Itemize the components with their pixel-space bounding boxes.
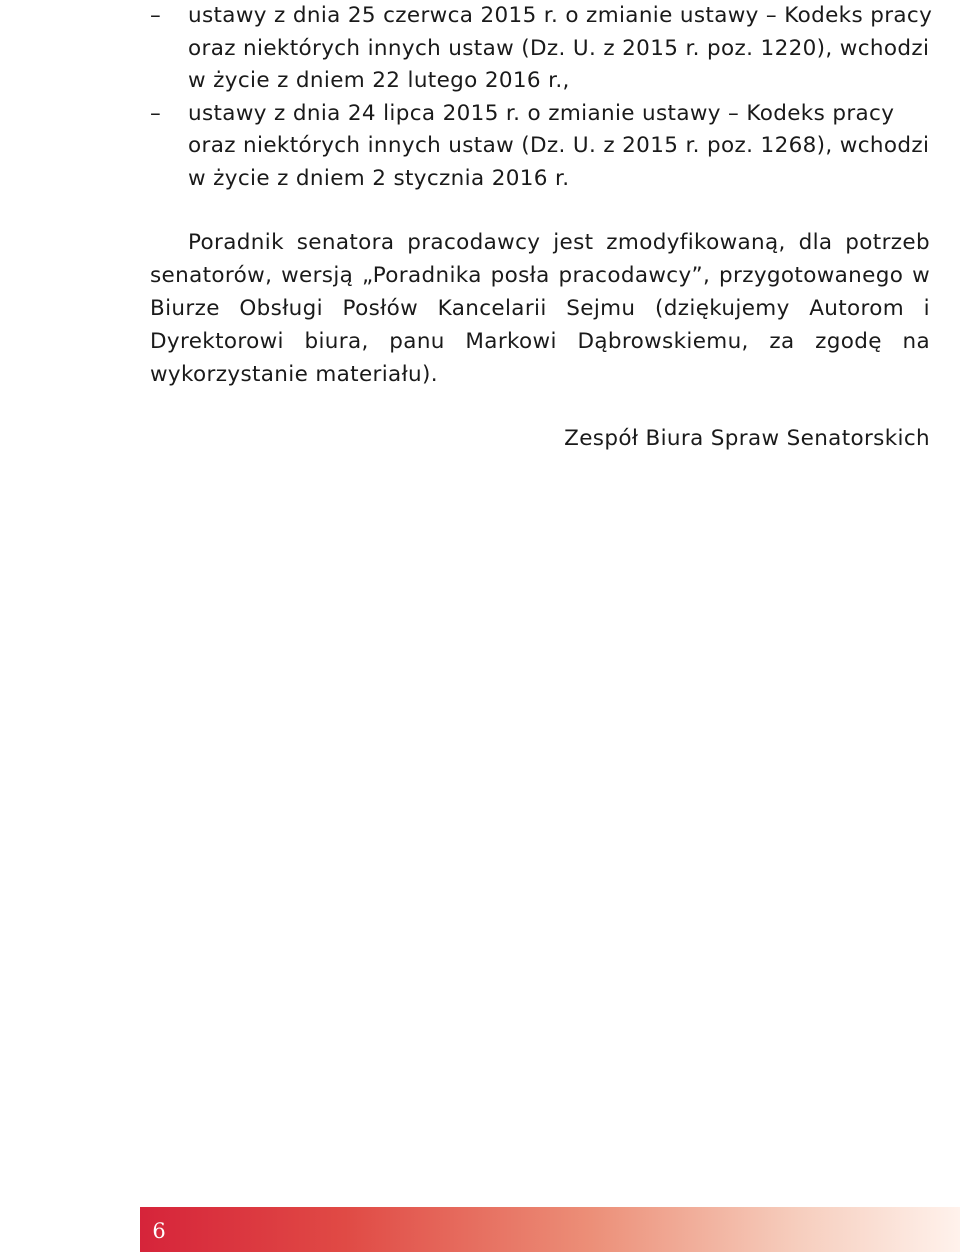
legislation-list <box>150 0 940 195</box>
list-item-text: ustawy z dnia 24 lipca 2015 r. o zmianie ustawy – Kodeks pracy oraz niektórych innych ustaw (Dz. U. z 2015 r. poz. 1268), wchodzi w życie z dniem 2 stycznia 2016 r. <box>188 100 930 191</box>
body-paragraph: Poradnik senatora pracodawcy jest zmodyfikowaną, dla potrzeb senatorów, wersją „Poradnika posła pracodawcy”, przygotowanego w Biurze Obsługi Posłów Kancelarii Sejmu (dziękujemy Autorom i Dyrektorowi biura, panu Markowi Dąbrowskiemu, za zgodę na wykorzystanie materiału). <box>150 230 930 387</box>
list-bullet: – <box>150 3 162 28</box>
list-item-text: ustawy z dnia 25 czerwca 2015 r. o zmianie ustawy – Kodeks pracy oraz niektórych innych ustaw (Dz. U. z 2015 r. poz. 1220), wchodzi w życie z dniem 22 lutego 2016 r., <box>188 3 933 93</box>
footer-band <box>140 1207 960 1252</box>
list-bullet: – <box>150 100 162 126</box>
list-item <box>150 0 940 98</box>
signature: Zespół Biura Spraw Senatorskich <box>564 426 930 451</box>
page-number: 6 <box>152 1219 166 1243</box>
list-item <box>150 98 940 196</box>
